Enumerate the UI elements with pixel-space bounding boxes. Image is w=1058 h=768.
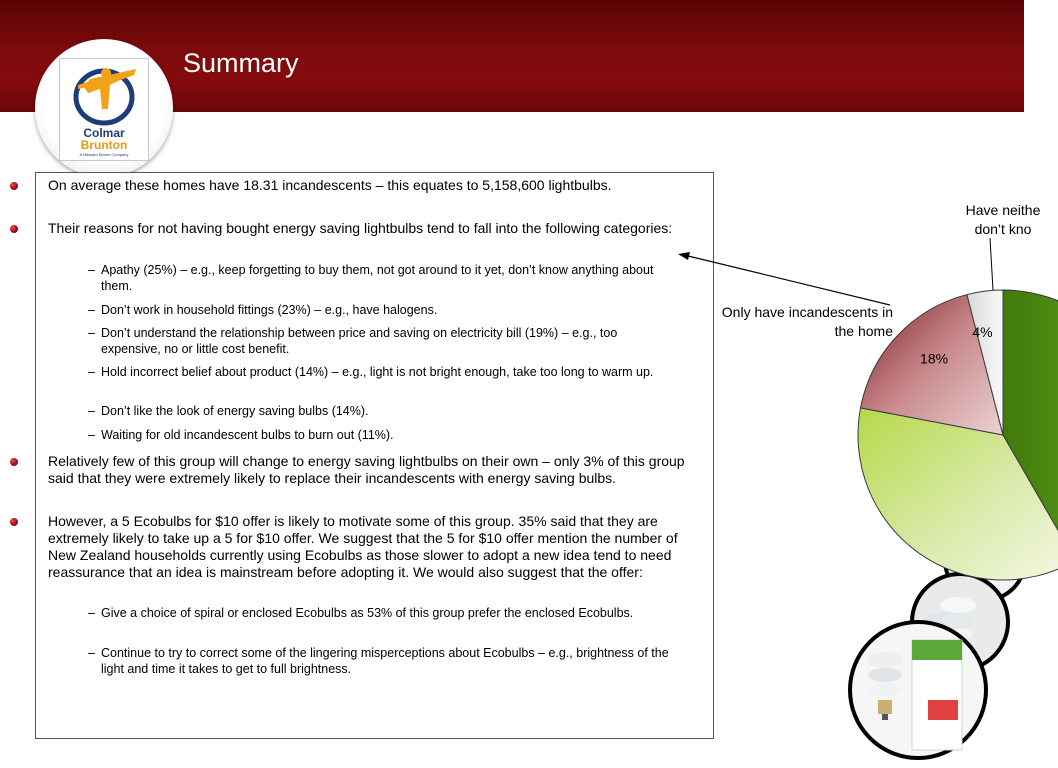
bullet-text: However, a 5 Ecobulbs for $10 offer is likely to motivate some of this group. 35% said that they are extremely likely to take up a 5 for $10 offer. We suggest that the 5 for $10 offer mention the number of New Zealand households currently using Ecobulbs as those slower to adopt a new idea tend to need reassurance that an idea is mainstream before adopting it. We would also suggest that the offer:	[48, 513, 678, 580]
sub-bullet-text: Give a choice of spiral or enclosed Ecobulbs as 53% of this group prefer the enclosed Ecobulbs.	[101, 606, 634, 620]
pie-top-label	[948, 201, 1058, 239]
sub-bullet-item: – Don’t work in household fittings (23%) – e.g., have halogens.	[88, 303, 438, 317]
pie-top-label-line1: Have neithe	[965, 202, 1041, 218]
sub-bullet-item: – Don’t understand the relationship between price and saving on electricity bill (19%) – e.g., too expensive, no or little cost benefit.	[88, 326, 618, 356]
sub-bullet-item: – Continue to try to correct some of the lingering misperceptions about Ecobulbs – e.g., brightness of the light and time it takes to get to full brightness.	[88, 646, 669, 676]
pie-label-neither: 4%	[972, 324, 993, 341]
bullet-text: Relatively few of this group will change to energy saving lightbulbs on their own – only 3% of this group said that they were extremely likely to replace their incandescents with energy saving bulbs.	[48, 453, 685, 486]
bullet-text: On average these homes have 18.31 incandescents – this equates to 5,158,600 lightbulbs.	[48, 177, 612, 193]
callout-arrow	[684, 255, 890, 305]
logo-tagline: A Millward Brown Company	[79, 152, 129, 157]
callout-label: Only have incandescents in the home	[721, 304, 893, 339]
sub-bullet-text: Hold incorrect belief about product (14%) – e.g., light is not bright enough, take too long to warm up.	[101, 365, 654, 379]
pie-top-label-line2: don’t kno	[974, 221, 1032, 237]
sub-bullet-item: – Apathy (25%) – e.g., keep forgetting to buy them, not got around to it yet, don’t know anything about them.	[88, 263, 654, 293]
top-leader-line	[990, 238, 993, 290]
sub-bullet-text: Don’t work in household fittings (23%) – e.g., have halogens.	[101, 303, 438, 317]
sub-bullet-item: – Don’t like the look of energy saving bulbs (14%).	[88, 404, 369, 418]
sub-bullet-text: Continue to try to correct some of the lingering misperceptions about Ecobulbs – e.g., brightness of the light and time it takes to get to full brightness.	[101, 646, 669, 676]
sub-bullet-text: Apathy (25%) – e.g., keep forgetting to buy them, not got around to it yet, don’t know anything about them.	[101, 263, 654, 293]
pie-label-incandescent-only: 18%	[920, 350, 949, 367]
arrow-head-icon	[678, 252, 690, 260]
sub-bullet-text: Don’t understand the relationship between price and saving on electricity bill (19%) – e.g., too expensive, no or little cost benefit.	[101, 326, 618, 356]
sub-bullet-item: – Give a choice of spiral or enclosed Ecobulbs as 53% of this group prefer the enclosed Ecobulbs.	[88, 606, 634, 620]
logo-name-line1: Colmar	[83, 126, 125, 140]
bullet-text: Their reasons for not having bought energy saving lightbulbs tend to fall into the following categories:	[48, 220, 673, 236]
sub-bullet-item: – Waiting for old incandescent bulbs to burn out (11%).	[88, 428, 394, 442]
sub-bullet-text: Waiting for old incandescent bulbs to burn out (11%).	[101, 428, 394, 442]
sub-bullet-item: – Hold incorrect belief about product (14%) – e.g., light is not bright enough, take too long to warm up.	[88, 365, 654, 379]
sub-bullet-text: Don’t like the look of energy saving bulbs (14%).	[101, 404, 369, 418]
logo-name-line2: Brunton	[80, 138, 128, 152]
page-title: Summary	[183, 48, 299, 78]
